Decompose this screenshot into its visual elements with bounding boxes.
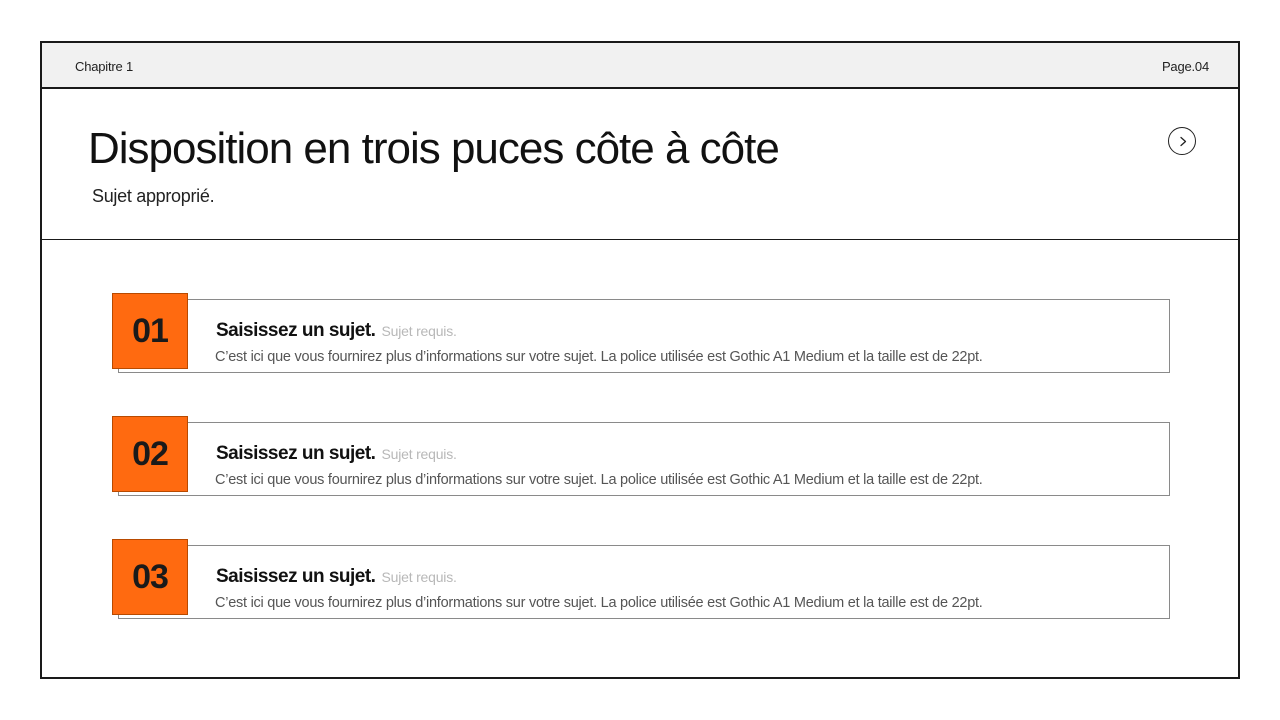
bullet-heading xyxy=(216,443,457,465)
bullet-description: C’est ici que vous fournirez plus d’informations sur votre sujet. La police utilisée est Gothic A1 Medium et la taille est de 22pt. xyxy=(215,349,983,365)
bullet-card xyxy=(118,545,1170,619)
chevron-right-icon xyxy=(1169,128,1197,156)
bullet-card xyxy=(118,422,1170,496)
page-subtitle: Sujet approprié. xyxy=(92,186,215,206)
slide xyxy=(40,41,1240,679)
page-number: Page.04 xyxy=(1161,59,1209,74)
bullet-description: C’est ici que vous fournirez plus d’informations sur votre sujet. La police utilisée est Gothic A1 Medium et la taille est de 22pt. xyxy=(215,472,983,488)
bullet-item-1 xyxy=(112,293,1172,375)
bullet-title: Saisissez un sujet. xyxy=(216,443,376,464)
bullet-note: Sujet requis. xyxy=(381,569,457,585)
bullet-note: Sujet requis. xyxy=(381,323,457,339)
chapter-label: Chapitre 1 xyxy=(75,59,133,74)
bullet-item-2 xyxy=(112,416,1172,498)
next-button[interactable] xyxy=(1168,127,1196,155)
bullet-heading xyxy=(216,566,457,588)
bullet-title: Saisissez un sujet. xyxy=(216,320,376,341)
bullet-number-badge: 03 xyxy=(112,539,188,615)
slide-header xyxy=(42,89,1238,240)
bullet-description: C’est ici que vous fournirez plus d’informations sur votre sujet. La police utilisée est Gothic A1 Medium et la taille est de 22pt. xyxy=(215,595,983,611)
page-title: Disposition en trois puces côte à côte xyxy=(88,124,779,173)
bullet-note: Sujet requis. xyxy=(381,446,457,462)
bullet-card xyxy=(118,299,1170,373)
top-bar xyxy=(42,43,1238,89)
bullet-heading xyxy=(216,320,457,342)
bullet-number-badge: 01 xyxy=(112,293,188,369)
bullet-item-3 xyxy=(112,539,1172,621)
bullet-number-badge: 02 xyxy=(112,416,188,492)
bullet-title: Saisissez un sujet. xyxy=(216,566,376,587)
